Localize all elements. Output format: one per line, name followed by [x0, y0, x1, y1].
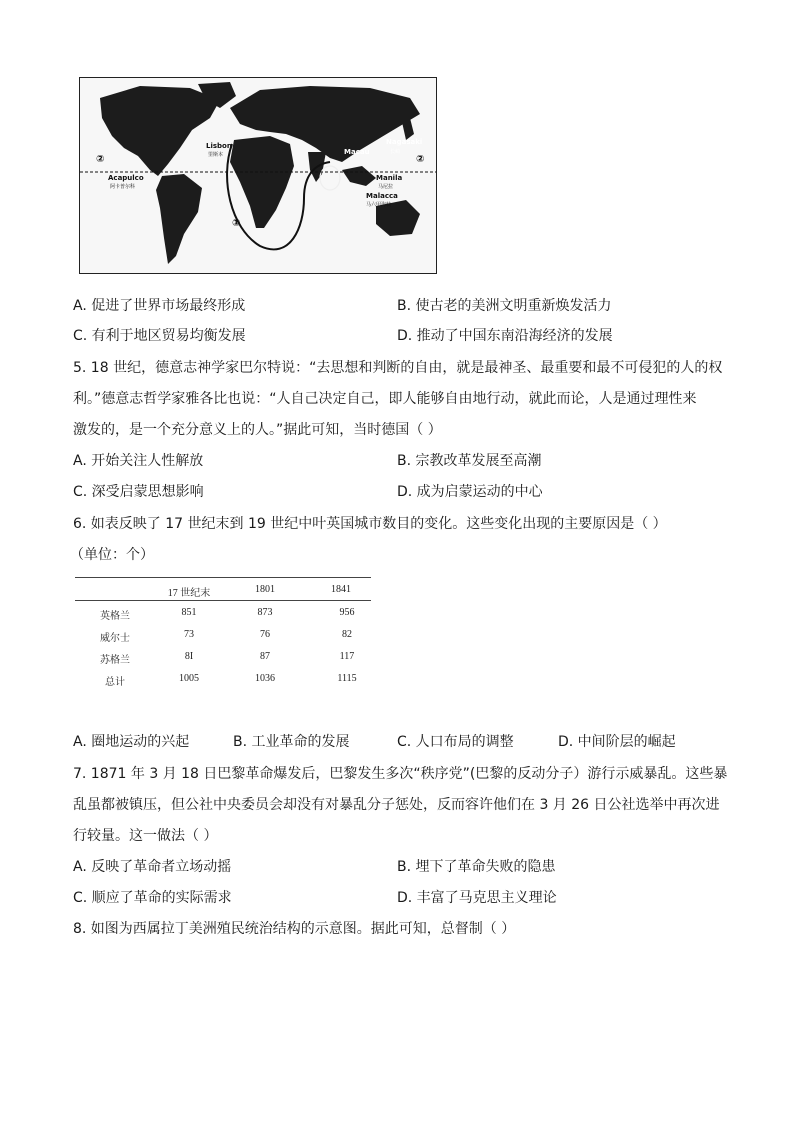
map-label-manila: Manila — [376, 174, 403, 182]
map-label-acapulco: Acapulco — [108, 174, 144, 182]
table-cell: 851 — [181, 607, 197, 618]
table-cell: 1036 — [255, 673, 275, 684]
table-cell: 87 — [260, 651, 270, 662]
q7-option-c[interactable]: C. 顺应了革命的实际需求 — [73, 890, 232, 906]
map-label-lisbon: Lisbon — [206, 142, 232, 150]
q5-option-d[interactable]: D. 成为启蒙运动的中心 — [397, 484, 543, 500]
q7-stem-line-2: 乱虽都被镇压，但公社中央委员会却没有对暴乱分子惩处，反而容许他们在 3 月 26 日公社选举中再次进 — [73, 797, 720, 813]
table-row-label: 苏格兰 — [100, 655, 130, 666]
japan-islands — [402, 118, 414, 140]
map-marker-route-1: ① — [232, 218, 241, 229]
table-cell: 1115 — [337, 673, 357, 684]
q7-stem-line-1: 7. 1871 年 3 月 18 日巴黎革命爆发后，巴黎发生多次“秩序党”(巴黎的反动分子）游行示威暴乱。这些暴 — [73, 766, 728, 782]
table-row-label: 英格兰 — [100, 611, 130, 622]
map-label-macau: Macau — [344, 148, 370, 156]
q5-option-a[interactable]: A. 开始关注人性解放 — [73, 453, 204, 469]
table-header-1801: 1801 — [255, 584, 275, 595]
table-cell: 873 — [257, 607, 273, 618]
q7-stem-line-3: 行较量。这一做法（ ） — [73, 828, 218, 844]
table-cell: 1005 — [179, 673, 199, 684]
q6-option-b[interactable]: B. 工业革命的发展 — [233, 734, 350, 750]
table-cell: 8I — [184, 651, 194, 662]
map-label-nagasaki: Nagasaki — [386, 138, 423, 146]
south-america-landmass — [156, 174, 202, 264]
q6-option-d[interactable]: D. 中间阶层的崛起 — [558, 734, 676, 750]
q5-option-c[interactable]: C. 深受启蒙思想影响 — [73, 484, 204, 500]
table-top-rule — [75, 577, 371, 578]
table-cell: 82 — [342, 629, 352, 640]
map-label-malacca: Malacca — [366, 192, 398, 200]
table-cell: 117 — [339, 651, 355, 662]
map-marker-route-2-east: ② — [416, 154, 425, 165]
table-header-17c: 17 世纪末 — [167, 588, 211, 599]
q5-stem-line-1: 5. 18 世纪，德意志神学家巴尔特说：“去思想和判断的自由，就是最神圣、最重要和最不可侵犯的人的权 — [73, 360, 723, 376]
map-label-malacca-cn: 马六甲海峡 — [366, 202, 392, 208]
map-marker-route-2-west: ② — [96, 154, 105, 165]
q6-option-c[interactable]: C. 人口布局的调整 — [397, 734, 514, 750]
q6-stem-line-1: 6. 如表反映了 17 世纪末到 19 世纪中叶英国城市数目的变化。这些变化出现的主要原因是（ ） — [73, 516, 667, 532]
map-label-nagasaki-cn: 长崎 — [390, 149, 401, 155]
q4-option-a[interactable]: A. 促进了世界市场最终形成 — [73, 298, 246, 314]
map-label-manila-cn: 马尼拉 — [378, 184, 394, 190]
route-loop-india — [320, 166, 340, 190]
table-row-label: 总计 — [105, 677, 125, 688]
world-map-figure — [79, 77, 437, 274]
q7-option-a[interactable]: A. 反映了革命者立场动摇 — [73, 859, 232, 875]
q5-option-b[interactable]: B. 宗教改革发展至高潮 — [397, 453, 542, 469]
map-label-lisbon-cn: 里斯本 — [208, 152, 224, 158]
table-cell: 73 — [184, 629, 194, 640]
q7-option-d[interactable]: D. 丰富了马克思主义理论 — [397, 890, 557, 906]
q7-option-b[interactable]: B. 埋下了革命失败的隐患 — [397, 859, 556, 875]
north-america-landmass — [100, 86, 220, 176]
q6-option-a[interactable]: A. 圈地运动的兴起 — [73, 734, 190, 750]
q6-unit-label: （单位：个） — [70, 547, 154, 563]
q4-option-d[interactable]: D. 推动了中国东南沿海经济的发展 — [397, 328, 613, 344]
q5-stem-line-2: 利。”德意志哲学家雅各比也说：“人自己决定自己，即人能够自由地行动，就此而论，人是通过理性来 — [73, 391, 697, 407]
table-header-rule — [75, 600, 371, 601]
q4-option-b[interactable]: B. 使古老的美洲文明重新焕发活力 — [397, 298, 612, 314]
table-header-1841: 1841 — [331, 584, 351, 595]
q8-stem-line-1: 8. 如图为西属拉丁美洲殖民统治结构的示意图。据此可知，总督制（ ） — [73, 921, 516, 937]
q4-option-c[interactable]: C. 有利于地区贸易均衡发展 — [73, 328, 246, 344]
table-cell: 76 — [260, 629, 270, 640]
table-cell: 956 — [339, 607, 355, 618]
q5-stem-line-3: 激发的，是一个充分意义上的人。”据此可知，当时德国（ ） — [73, 422, 442, 438]
map-label-acapulco-cn: 阿卡普尔科 — [110, 184, 136, 190]
africa-landmass — [230, 136, 294, 228]
southeast-asia-islands — [342, 166, 376, 186]
table-row-label: 威尔士 — [100, 633, 130, 644]
